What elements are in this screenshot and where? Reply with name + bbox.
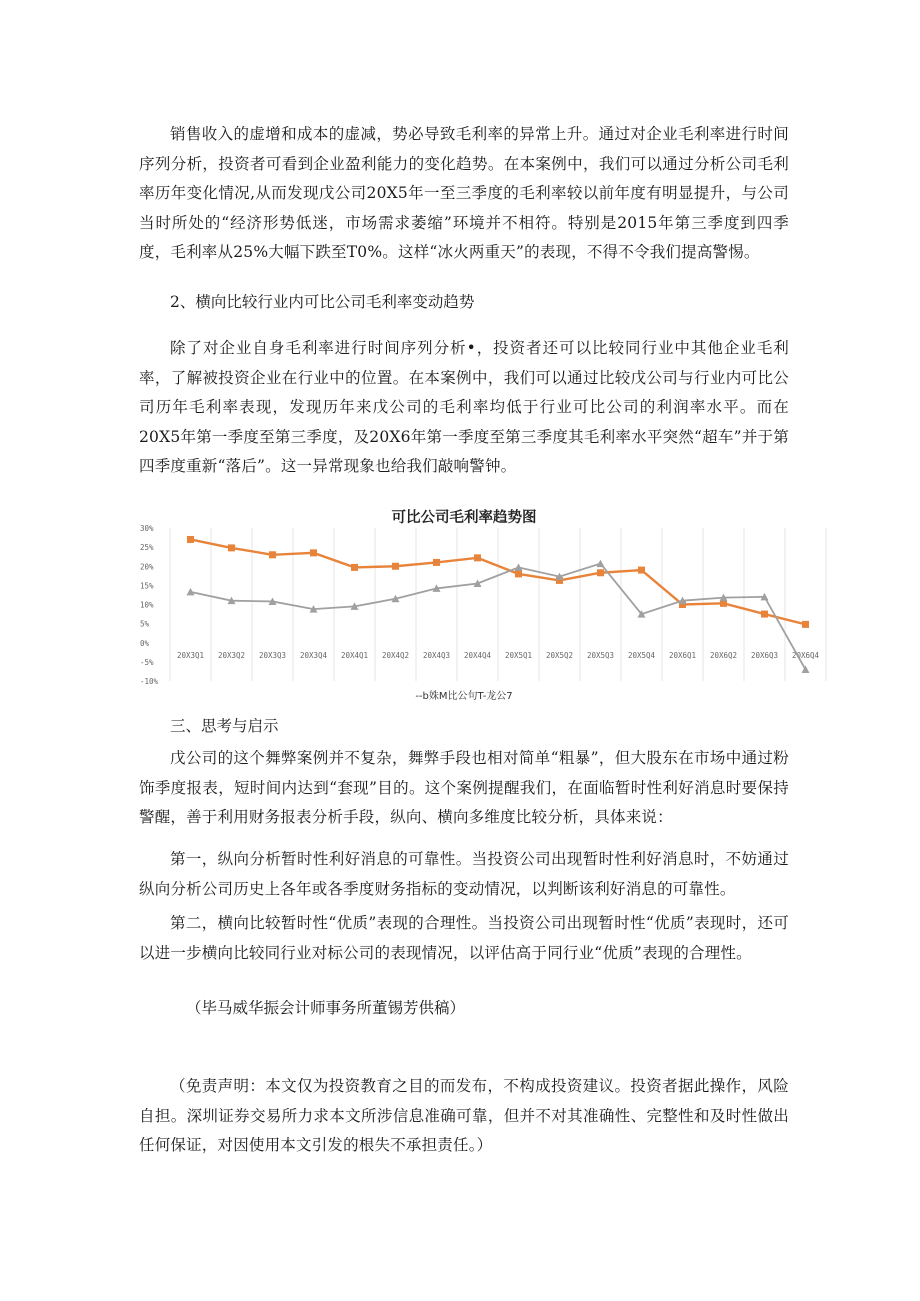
x-tick-label: 20X5Q3 [586,650,615,660]
x-tick-label: 20X3Q4 [299,650,328,660]
data-point [228,544,235,551]
chart-svg [138,523,828,693]
x-tick-label: 20X4Q2 [381,650,410,660]
y-tick-label: 5% [140,619,150,629]
x-tick-label: 20X5Q4 [627,650,656,660]
y-tick-label: 0% [140,638,150,648]
x-tick-label: 20X3Q2 [217,650,246,660]
y-tick-label: 15% [140,581,154,591]
data-point [597,569,604,576]
disclaimer: （免责声明：本文仅为投资教育之目的而发布，不构成投资建议。投资者据此操作，风险自担。深圳证券交易所力求本文所涉信息准确可靠，但并不对其准确性、完整性和及时性做出任何保证，对因使用本文引发的根失不承担责任。） [139,1077,789,1155]
x-tick-label: 20X6Q4 [791,650,820,660]
x-tick-label: 20X4Q1 [340,650,369,660]
paragraph-second-point: 第二，横向比较暂时性“优质”表现的合理性。当投资公司出现暂时性“优质”表现时，还可以进一步横向比较同行业对标公司的表现情况，以评估高于同行业“优质”表现的合理性。 [139,914,789,962]
data-point [310,549,317,556]
y-tick-label: 20% [140,562,154,572]
x-tick-label: 20X4Q4 [463,650,492,660]
section-heading-2: 2、横向比较行业内可比公司毛利率变动趋势 [170,293,475,311]
x-tick-label: 20X6Q2 [709,650,738,660]
data-point [392,563,399,570]
paragraph-horizontal-analysis: 除了对企业自身毛利率进行时间序列分析•，投资者还可以比较同行业中其他企业毛利率，了解被投资企业在行业中的位置。在本案例中，我们可以通过比较戊公司与行业内可比公司历年毛利率表现，发现历年来戊公司的毛利率均低于行业可比公司的利润率水平。而在20X5年第一季度至第三季度，及20X6年第一季度至第三季度其毛利率水平突然“超车”并于第四季度重新“落后”。这一异常现象也给我们敲响警钟。 [139,339,789,476]
y-tick-label: -5% [140,657,154,667]
y-tick-label: 30% [140,524,154,533]
x-tick-label: 20X3Q1 [176,650,205,660]
chart-title: 可比公司毛利率趋势图 [391,510,537,526]
data-point [351,564,358,571]
paragraph-first-point: 第一，纵向分析暂时性利好消息的可靠性。当投资公司出现暂时性利好消息时，不妨通过纵向分析公司历史上各年或各季度财务指标的变动情况，以判断该利好消息的可靠性。 [139,850,789,898]
paragraph-vertical-analysis: 销售收入的虚增和成本的虚减，势必导致毛利率的异常上升。通过对企业毛利率进行时间序列分析，投资者可看到企业盈利能力的变化趋势。在本案例中，我们可以通过分析公司毛利率历年变化情况,从而发现戊公司20X5年一至三季度的毛利率较以前年度有明显提升，与公司当时所处的“经济形势低迷，市场需求萎缩”环境并不相符。特别是2015年第三季度到四季度，毛利率从25%大幅下跌至T0%。这样“冰火两重天”的表现，不得不令我们提高警惕。 [139,125,789,262]
chart-legend: --b姝M比公句T-龙公7 [415,691,513,702]
section-heading-3: 三、思考与启示 [170,717,279,735]
data-point [761,611,768,618]
data-point [187,536,194,543]
paragraph-reflection: 戊公司的这个舞弊案例并不复杂，舞弊手段也相对简单“粗暴”，但大股东在市场中通过粉饰季度报表，短时间内达到“套现”目的。这个案例提醒我们，在面临暂时性利好消息时要保持警醒，善于利用财务报表分析手段，纵向、横向多维度比较分析，具体来说： [139,749,789,827]
data-point [515,570,522,577]
author-credit: （毕马威华振会计师事务所董锡芳供稿） [186,999,466,1017]
x-tick-label: 20X3Q3 [258,650,287,660]
y-tick-label: 25% [140,543,154,553]
data-point [802,621,809,628]
x-tick-label: 20X6Q3 [750,650,779,660]
data-point [433,559,440,566]
x-tick-label: 20X6Q1 [668,650,697,660]
x-tick-label: 20X5Q2 [545,650,574,660]
data-point [474,554,481,561]
x-tick-label: 20X4Q3 [422,650,451,660]
data-point [269,551,276,558]
gross-margin-chart [138,523,828,693]
data-point [638,567,645,574]
x-tick-label: 20X5Q1 [504,650,533,660]
y-tick-label: 10% [140,600,154,610]
y-tick-label: -10% [140,677,159,686]
